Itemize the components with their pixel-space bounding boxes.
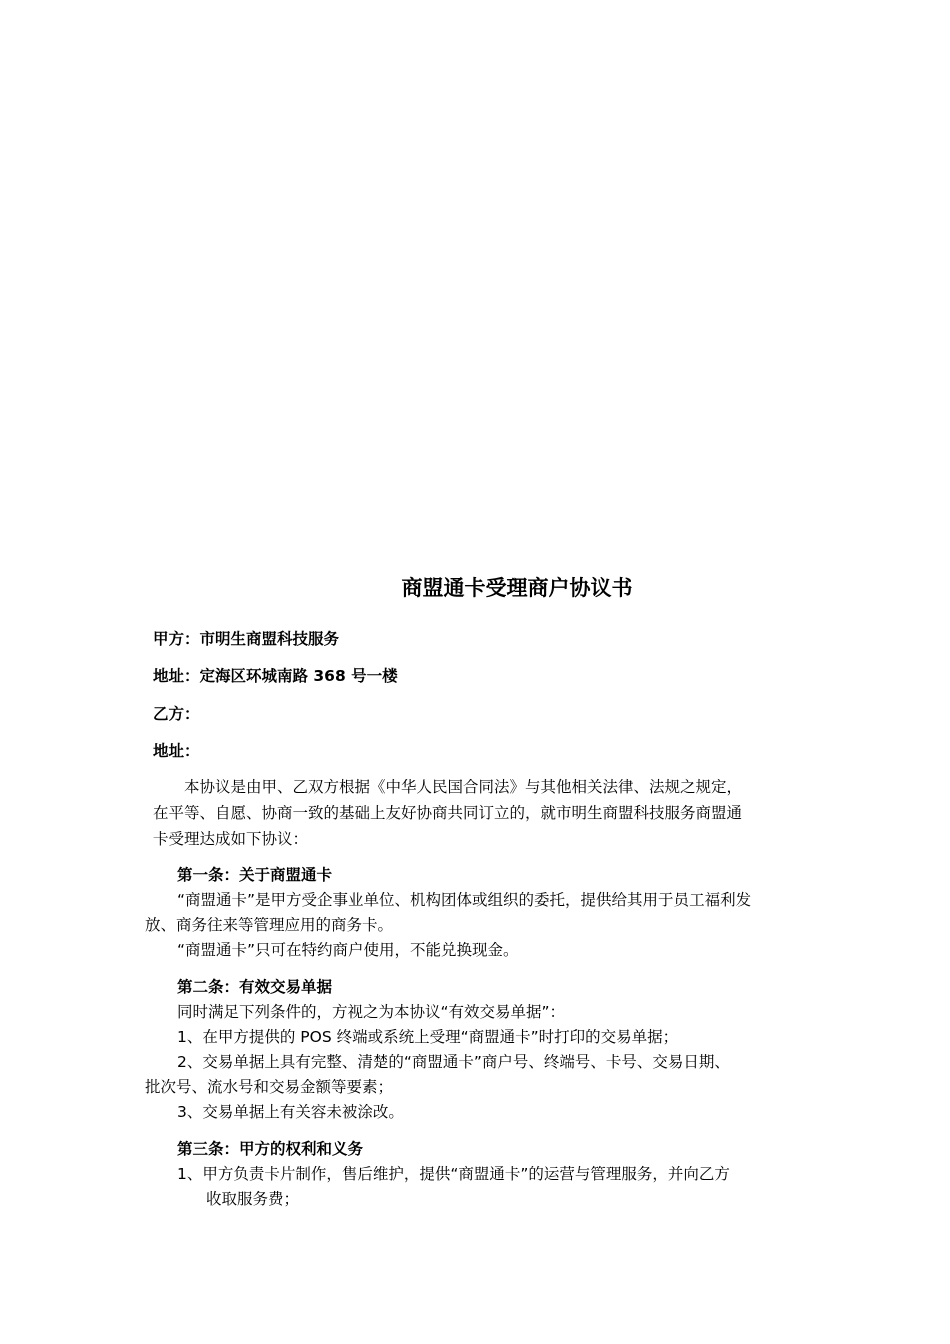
intro-line: 本协议是由甲、乙双方根据《中华人民国合同法》与其他相关法律、法规之规定， — [184, 778, 743, 796]
article-2-heading: 第二条：有效交易单据 — [177, 978, 333, 996]
article-3-item: 1、甲方负责卡片制作，售后维护，提供“商盟通卡”的运营与管理服务，并向乙方 — [177, 1165, 730, 1183]
article-3-heading: 第三条：甲方的权利和义务 — [177, 1140, 364, 1158]
intro-paragraph — [153, 774, 813, 852]
article-1-text: “商盟通卡”是甲方受企事业单位、机构团体或组织的委托，提供给其用于员工福利发 — [177, 891, 752, 909]
intro-line: 卡受理达成如下协议： — [153, 830, 309, 848]
article-2-text: 同时满足下列条件的，方视之为本协议“有效交易单据”： — [177, 1003, 566, 1021]
article-2-item: 1、在甲方提供的 POS 终端或系统上受理“商盟通卡”时打印的交易单据； — [177, 1028, 679, 1046]
article-3-item: 收取服务费； — [206, 1190, 300, 1208]
article-2-item: 2、交易单据上具有完整、清楚的“商盟通卡”商户号、终端号、卡号、交易日期、 — [177, 1053, 730, 1071]
article-1-heading: 第一条：关于商盟通卡 — [177, 866, 333, 884]
article-2-item: 3、交易单据上有关容未被涂改。 — [177, 1103, 404, 1121]
party-b: 乙方： — [153, 705, 200, 723]
article-1-text: “商盟通卡”只可在特约商户使用，不能兑换现金。 — [177, 941, 519, 959]
article-2-item: 批次号、流水号和交易金额等要素； — [145, 1078, 394, 1096]
party-a: 甲方：市明生商盟科技服务 — [153, 630, 340, 648]
document-title: 商盟通卡受理商户协议书 — [401, 576, 633, 600]
party-b-address: 地址： — [153, 742, 200, 760]
article-1-text: 放、商务往来等管理应用的商务卡。 — [145, 916, 394, 934]
intro-line: 在平等、自愿、协商一致的基础上友好协商共同订立的，就市明生商盟科技服务商盟通 — [153, 804, 743, 822]
party-a-address: 地址：定海区环城南路 368 号一楼 — [153, 667, 398, 685]
